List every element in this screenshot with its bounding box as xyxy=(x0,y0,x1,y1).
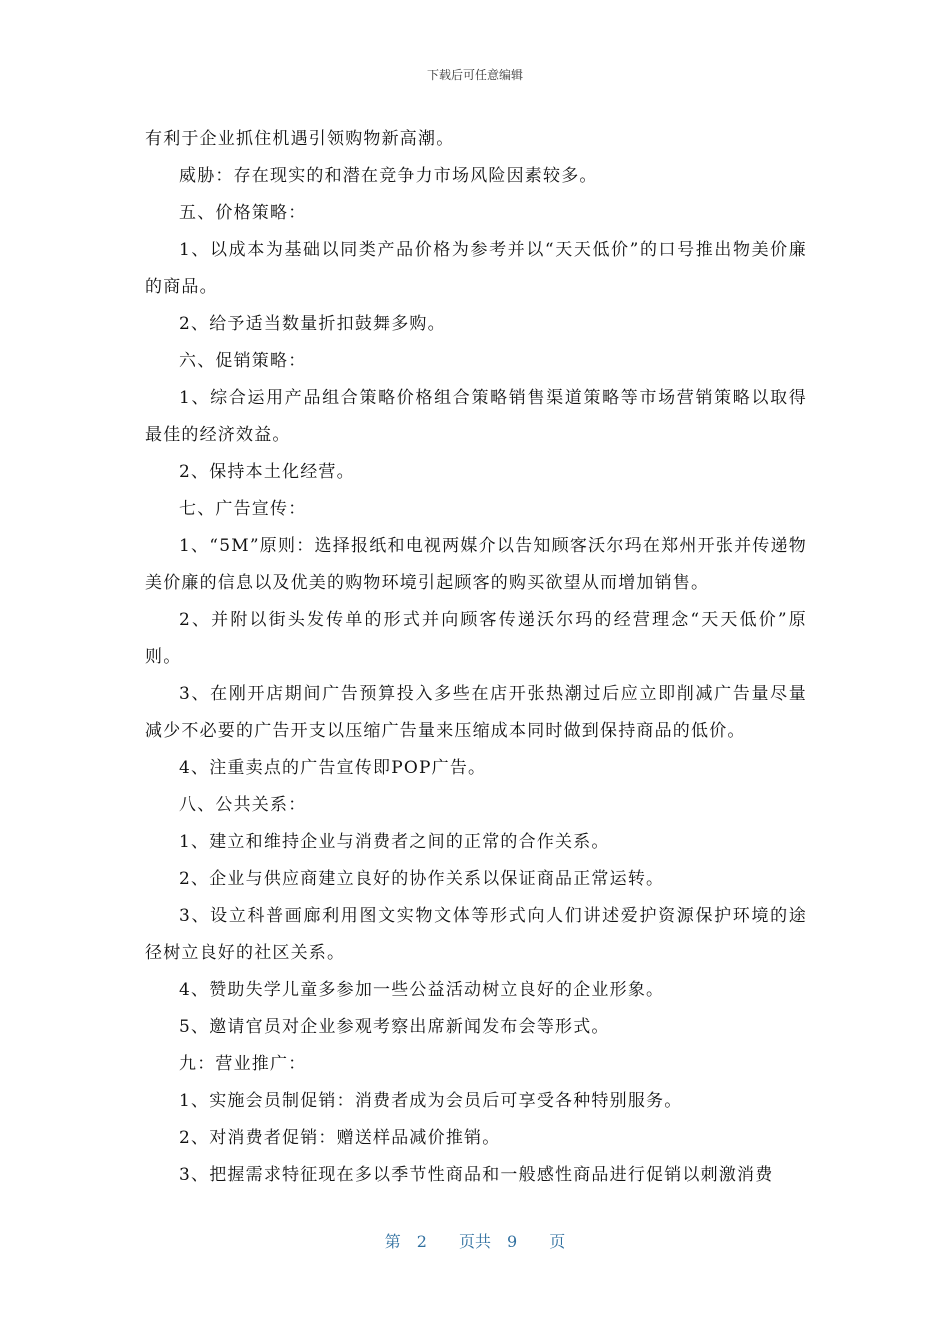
footer-label-ye: 页 xyxy=(549,1232,566,1251)
paragraph: 五、价格策略： xyxy=(179,203,307,223)
paragraph: 威胁：存在现实的和潜在竞争力市场风险因素较多。 xyxy=(179,166,598,186)
page-header: 下载后可任意编辑 xyxy=(426,68,523,82)
page-footer xyxy=(0,1229,950,1252)
paragraph: 1、以成本为基础以同类产品价格为参考并以“天天低价”的口号推出物美价廉的商品。 xyxy=(145,240,807,297)
paragraph: 2、企业与供应商建立良好的协作关系以保证商品正常运转。 xyxy=(179,869,665,889)
paragraph: 3、把握需求特征现在多以季节性商品和一般感性商品进行促销以刺激消费 xyxy=(179,1165,774,1185)
document-body xyxy=(145,121,807,1194)
paragraph: 1、综合运用产品组合策略价格组合策略销售渠道策略等市场营销策略以取得最佳的经济效益。 xyxy=(145,388,807,445)
paragraph: 八、公共关系： xyxy=(179,795,307,815)
paragraph: 2、给予适当数量折扣鼓舞多购。 xyxy=(179,314,446,334)
footer-label-ye-gong: 页共 xyxy=(458,1232,491,1251)
paragraph: 2、并附以街头发传单的形式并向顾客传递沃尔玛的经营理念“天天低价”原则。 xyxy=(145,610,807,667)
paragraph: 1、实施会员制促销：消费者成为会员后可享受各种特别服务。 xyxy=(179,1091,683,1111)
footer-label-di: 第 xyxy=(384,1232,401,1251)
paragraph: 3、设立科普画廊利用图文实物文体等形式向人们讲述爱护资源保护环境的途径树立良好的社区关系。 xyxy=(145,906,807,963)
paragraph: 有利于企业抓住机遇引领购物新高潮。 xyxy=(145,129,455,149)
paragraph: 4、赞助失学儿童多参加一些公益活动树立良好的企业形象。 xyxy=(179,980,665,1000)
paragraph: 2、对消费者促销：赠送样品减价推销。 xyxy=(179,1128,501,1148)
footer-total-pages: 9 xyxy=(507,1232,518,1251)
paragraph: 1、建立和维持企业与消费者之间的正常的合作关系。 xyxy=(179,832,610,852)
paragraph: 九：营业推广： xyxy=(179,1054,307,1074)
paragraph: 七、广告宣传： xyxy=(179,499,307,519)
paragraph: 2、保持本土化经营。 xyxy=(179,462,355,482)
paragraph: 3、在刚开店期间广告预算投入多些在店开张热潮过后应立即削减广告量尽量减少不必要的广告开支以压缩广告量来压缩成本同时做到保持商品的低价。 xyxy=(145,684,807,741)
paragraph: 5、邀请官员对企业参观考察出席新闻发布会等形式。 xyxy=(179,1017,610,1037)
paragraph: 六、促销策略： xyxy=(179,351,307,371)
footer-page-number: 2 xyxy=(416,1232,427,1251)
paragraph: 4、注重卖点的广告宣传即POP广告。 xyxy=(179,758,487,778)
paragraph: 1、“5M”原则：选择报纸和电视两媒介以告知顾客沃尔玛在郑州开张并传递物美价廉的信息以及优美的购物环境引起顾客的购买欲望从而增加销售。 xyxy=(145,536,807,593)
